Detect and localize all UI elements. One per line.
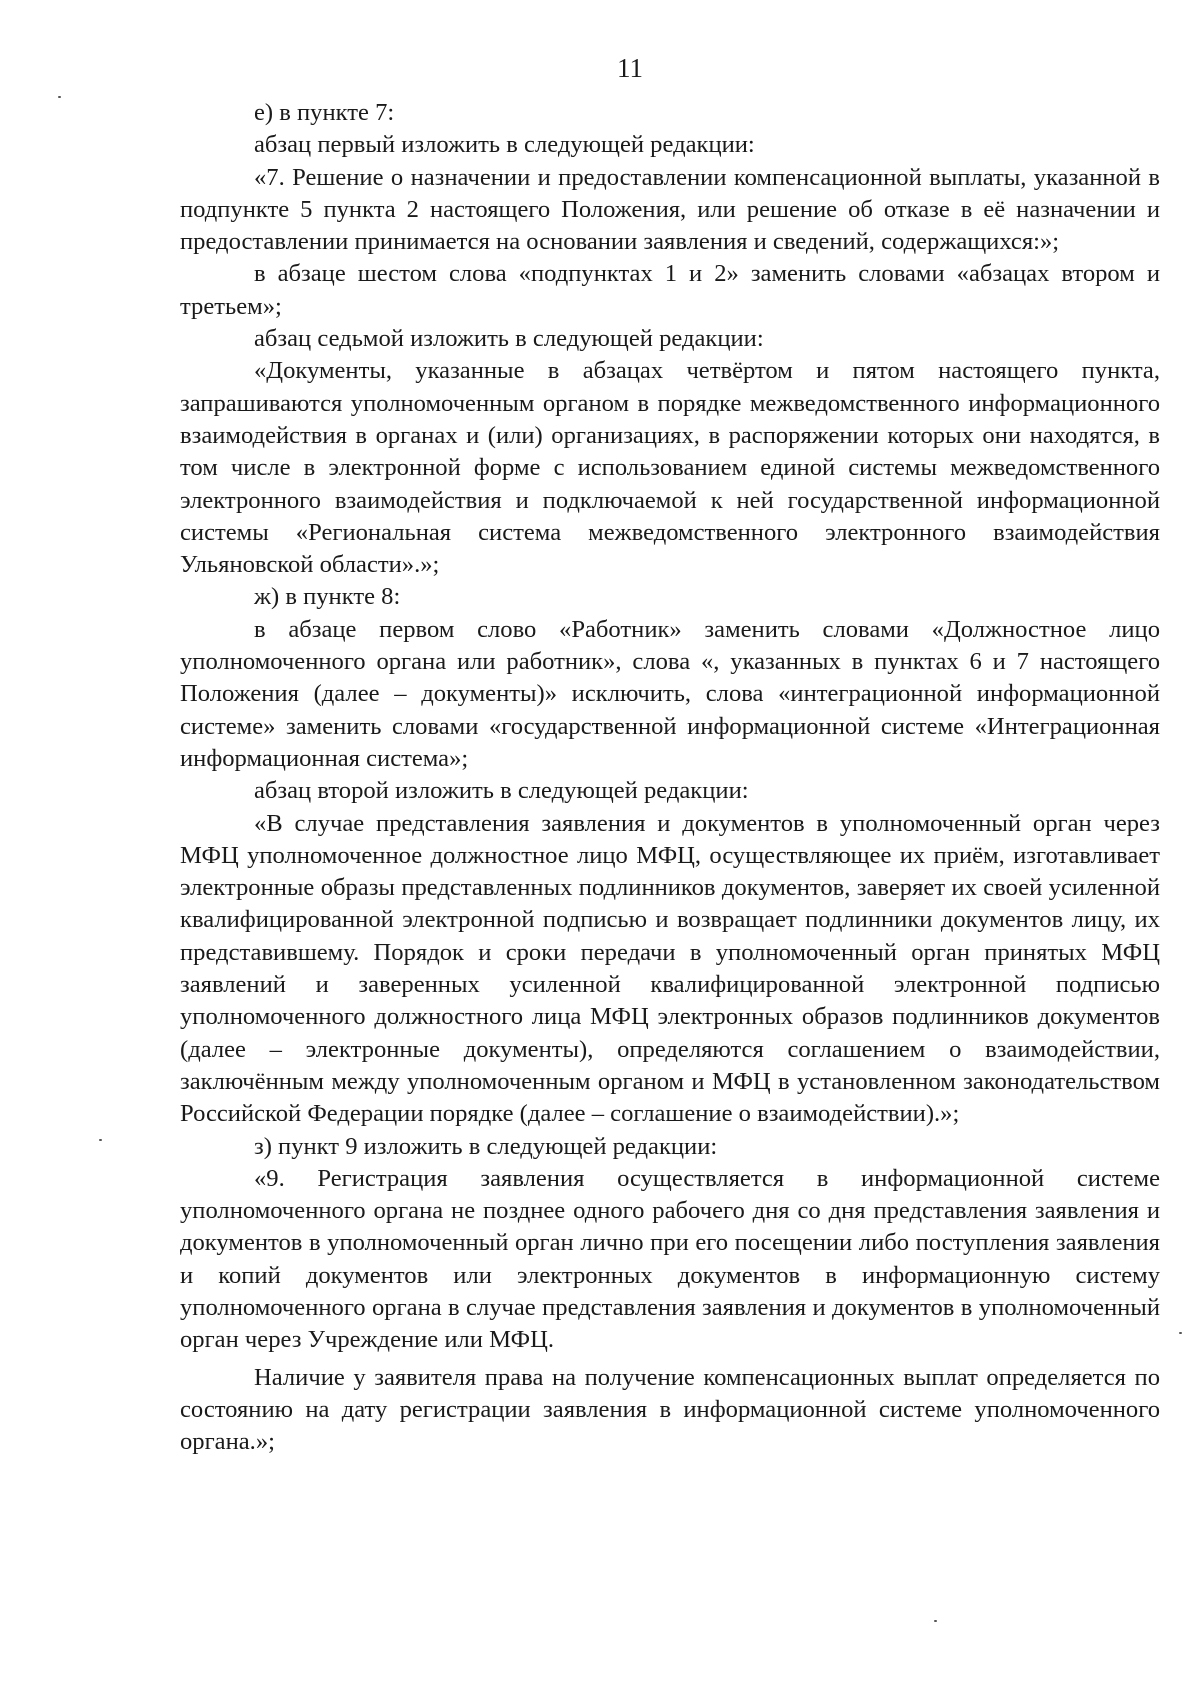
paragraph-quote-7: «7. Решение о назначении и предоставлении компенсационной выплаты, указанной в подпункте 5 пункта 2 настоящего Положения, или решение об отказе в её назначении и предоставлении принимается на основании заявления и сведений, содержащихся:»; [180,163,1160,256]
paragraph-quote-mfc: «В случае представления заявления и документов в уполномоченный орган через МФЦ уполномоченное должностное лицо МФЦ, осуществляющее их приём, изготавливает электронные образы представленных подлинников документов, заверяет их своей усиленной квалифицированной электронной подписью и возвращает подлинники документов лицу, их представившему. Порядок и сроки передачи в уполномоченный орган принятых МФЦ заявлений и заверенных усиленной квалифицированной электронной подписью уполномоченного должностного лица МФЦ электронных образов подлинников документов (далее – электронные документы), определяются соглашением о взаимодействии, заключённым между уполномоченным органом и МФЦ в установленном законодательством Российской Федерации порядке (далее – соглашение о взаимодействии).»; [180,809,1160,1128]
paragraph-quote-documents: «Документы, указанные в абзацах четвёртом и пятом настоящего пункта, запрашиваются уполномоченным органом в порядке межведомственного информационного взаимодействия в органах и (или) организациях, в распоряжении которых они находятся, в том числе в электронной форме с использованием единой системы межведомственного электронного взаимодействия и подключаемой к ней государственной информационной системы «Региональная система межведомственного электронного взаимодействия Ульяновской области».»; [180,357,1160,579]
paragraph-item-e: е) в пункте 7: [254,99,395,126]
paragraph-item-z: з) пункт 9 изложить в следующей редакции: [254,1132,718,1160]
paragraph-item-zh: ж) в пункте 8: [254,583,401,611]
scan-speck [58,96,61,98]
paragraph-seventh-abzac: абзац седьмой изложить в следующей редакции: [254,325,764,353]
scan-speck [1179,1332,1182,1334]
paragraph-second-abzac: абзац второй изложить в следующей редакции: [254,777,749,805]
scan-speck [99,1139,102,1141]
scan-speck [934,1620,937,1622]
page-number: 11 [617,53,643,83]
paragraph-quote-9: «9. Регистрация заявления осуществляется в информационной системе уполномоченного органа не позднее одного рабочего дня со дня представления заявления и документов в уполномоченный орган лично при его посещении либо поступления заявления и копий документов или электронных документов в информационную систему уполномоченного органа в случае представления заявления и документов в уполномоченный орган через Учреждение или МФЦ. [180,1164,1160,1354]
paragraph-first-abzac: абзац первый изложить в следующей редакции: [254,131,755,159]
document-body [180,97,1160,1458]
paragraph-sixth-abzac: в абзаце шестом слова «подпунктах 1 и 2» заменить словами «абзацах втором и третьем»; [180,260,1160,320]
paragraph-first-abzac-replace: в абзаце первом слово «Работник» заменить словами «Должностное лицо уполномоченного органа или работник», слова «, указанных в пунктах 6 и 7 настоящего Положения (далее – документы)» исключить, слова «интеграционной информационной системе» заменить словами «государственной информационной системе «Интеграционная информационная система»; [180,615,1160,772]
paragraph-right-determination: Наличие у заявителя права на получение компенсационных выплат определяется по состоянию на дату регистрации заявления в информационной системе уполномоченного органа.»; [180,1363,1160,1456]
